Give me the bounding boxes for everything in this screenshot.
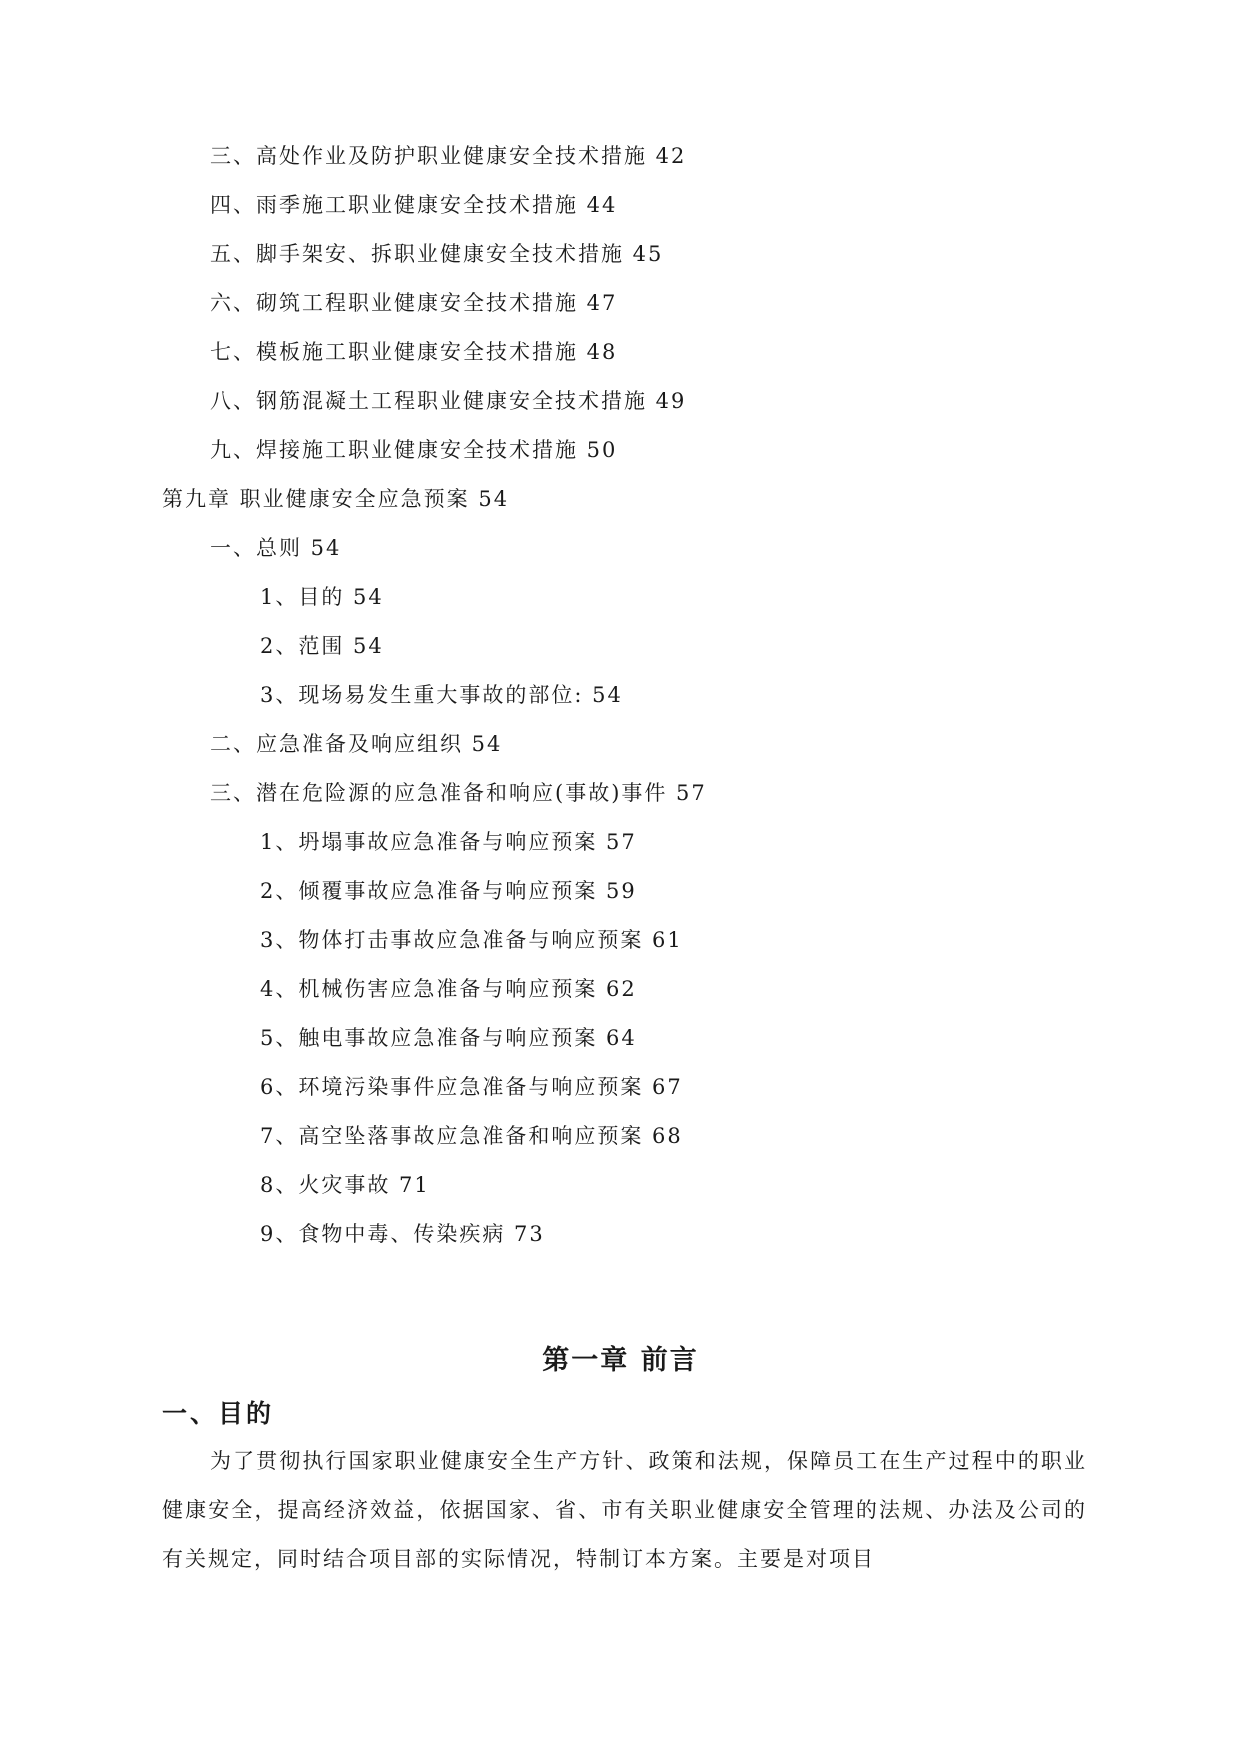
toc-subentry: 8、火灾事故 71 xyxy=(260,1173,430,1197)
toc-entry: 六、砌筑工程职业健康安全技术措施 47 xyxy=(210,291,618,315)
toc-entry: 三、潜在危险源的应急准备和响应(事故)事件 57 xyxy=(210,781,707,805)
toc-entry: 四、雨季施工职业健康安全技术措施 44 xyxy=(210,193,618,217)
toc-entry: 九、焊接施工职业健康安全技术措施 50 xyxy=(210,438,618,462)
toc-entry: 一、总则 54 xyxy=(210,536,342,560)
toc-subentry: 6、环境污染事件应急准备与响应预案 67 xyxy=(260,1075,683,1099)
toc-subentry: 1、坍塌事故应急准备与响应预案 57 xyxy=(260,830,637,854)
toc-entry: 二、应急准备及响应组织 54 xyxy=(210,732,503,756)
toc-entry: 八、钢筋混凝土工程职业健康安全技术措施 49 xyxy=(210,389,687,413)
toc-subentry: 9、食物中毒、传染疾病 73 xyxy=(260,1222,545,1246)
toc-entry: 三、高处作业及防护职业健康安全技术措施 42 xyxy=(210,144,687,168)
toc-subentry: 5、触电事故应急准备与响应预案 64 xyxy=(260,1026,637,1050)
toc-entry: 七、模板施工职业健康安全技术措施 48 xyxy=(210,340,618,364)
section-title: 一、目的 xyxy=(162,1399,275,1428)
toc-entry: 五、脚手架安、拆职业健康安全技术措施 45 xyxy=(210,242,664,266)
toc-subentry: 2、倾覆事故应急准备与响应预案 59 xyxy=(260,879,637,903)
toc-subentry: 3、现场易发生重大事故的部位: 54 xyxy=(260,683,623,707)
toc-subentry: 3、物体打击事故应急准备与响应预案 61 xyxy=(260,928,683,952)
toc-subentry: 1、目的 54 xyxy=(260,585,384,609)
toc-subentry: 2、范围 54 xyxy=(260,634,384,658)
toc-subentry: 4、机械伤害应急准备与响应预案 62 xyxy=(260,977,637,1001)
toc-subentry: 7、高空坠落事故应急准备和响应预案 68 xyxy=(260,1124,683,1148)
body-paragraph: 为了贯彻执行国家职业健康安全生产方针、政策和法规，保障员工在生产过程中的职业健康安全，提高经济效益，依据国家、省、市有关职业健康安全管理的法规、办法及公司的有关规定，同时结合项目部的实际情况，特制订本方案。主要是对项目 xyxy=(162,1449,1087,1571)
chapter-title: 第一章 前言 xyxy=(542,1345,699,1376)
toc-chapter-entry: 第九章 职业健康安全应急预案 54 xyxy=(162,487,510,511)
